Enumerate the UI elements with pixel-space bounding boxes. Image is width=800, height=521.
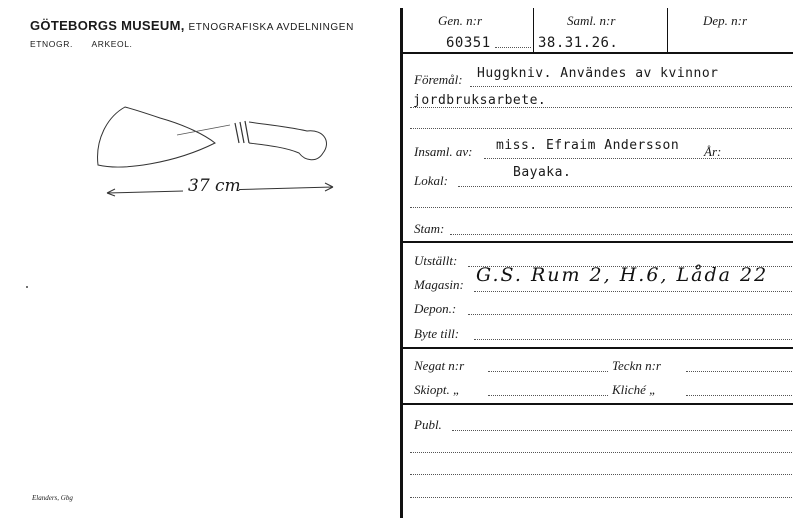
negat-dots <box>488 371 608 372</box>
department-name: ETNOGRAFISKA AVDELNINGEN <box>188 22 354 33</box>
lokal-value: Bayaka. <box>513 165 572 180</box>
museum-name <box>30 18 354 33</box>
depon-label: Depon.: <box>414 301 457 316</box>
section-etnogr: ETNOGR. <box>30 39 73 49</box>
magasin-label: Magasin: <box>414 277 464 292</box>
foremal-label: Föremål: <box>414 72 463 87</box>
publ-dots-3 <box>410 474 792 475</box>
teckn-dots <box>686 371 792 372</box>
negat-label: Negat n:r <box>414 358 465 373</box>
foremal-dots-1 <box>470 86 792 87</box>
section-labels <box>30 39 149 49</box>
skiopt-dots <box>488 395 608 396</box>
stam-label: Stam: <box>414 221 445 236</box>
card-divider-line <box>400 8 403 518</box>
section-arkeol: ARKEOL. <box>91 39 133 49</box>
stam-dots <box>450 234 792 235</box>
saml-nr-label: Saml. n:r <box>567 13 616 28</box>
ar-label: År: <box>704 144 722 159</box>
foremal-value-line2: jordbruksarbete. <box>413 93 547 108</box>
lokal-dots-1 <box>458 186 792 187</box>
byte-till-dots <box>474 339 792 340</box>
utstallt-label: Utställt: <box>414 253 458 268</box>
top-cells-bottom-rule <box>403 52 793 54</box>
publ-label: Publ. <box>414 417 442 432</box>
depon-dots <box>468 314 792 315</box>
insaml-dots <box>484 158 792 159</box>
kliche-label: Kliché „ <box>612 382 657 397</box>
printer-imprint: Elanders, Gbg <box>32 494 73 502</box>
top-cell-divider-2 <box>667 8 668 52</box>
publ-dots-4 <box>410 497 792 498</box>
knife-handle <box>249 122 326 160</box>
skiopt-label: Skiopt. „ <box>414 382 461 397</box>
knife-blade <box>98 107 215 167</box>
gen-nr-value: 60351 <box>446 35 491 51</box>
dimension-label: 37 cm <box>188 176 241 196</box>
magasin-dots <box>474 291 792 292</box>
kliche-dots <box>686 395 792 396</box>
foremal-dots-2 <box>410 107 792 108</box>
teckn-label: Teckn n:r <box>612 358 661 373</box>
insaml-value: miss. Efraim Andersson <box>496 138 680 153</box>
magasin-value: G.S. Rum 2, H.6, Låda 22 <box>476 264 769 286</box>
foremal-dots-3 <box>410 128 792 129</box>
lokal-label: Lokal: <box>414 173 448 188</box>
top-cell-divider-1 <box>533 8 534 52</box>
speck <box>26 286 28 288</box>
publ-dots-2 <box>410 452 792 453</box>
publ-dots-1 <box>452 430 792 431</box>
lokal-dots-2 <box>410 207 792 208</box>
museum-title: GÖTEBORGS MUSEUM, <box>30 18 185 33</box>
insaml-label: Insaml. av: <box>414 144 473 159</box>
byte-rule <box>403 347 793 349</box>
dep-nr-label: Dep. n:r <box>703 13 748 28</box>
foremal-value-line1: Huggkniv. Användes av kvinnor <box>477 66 719 81</box>
knife-ferrule <box>235 121 249 143</box>
saml-nr-value: 38.31.26. <box>538 35 619 51</box>
kliche-rule <box>403 403 793 405</box>
byte-till-label: Byte till: <box>414 326 460 341</box>
gen-nr-dots <box>495 47 531 48</box>
gen-nr-label: Gen. n:r <box>438 13 483 28</box>
stam-rule <box>403 241 793 243</box>
